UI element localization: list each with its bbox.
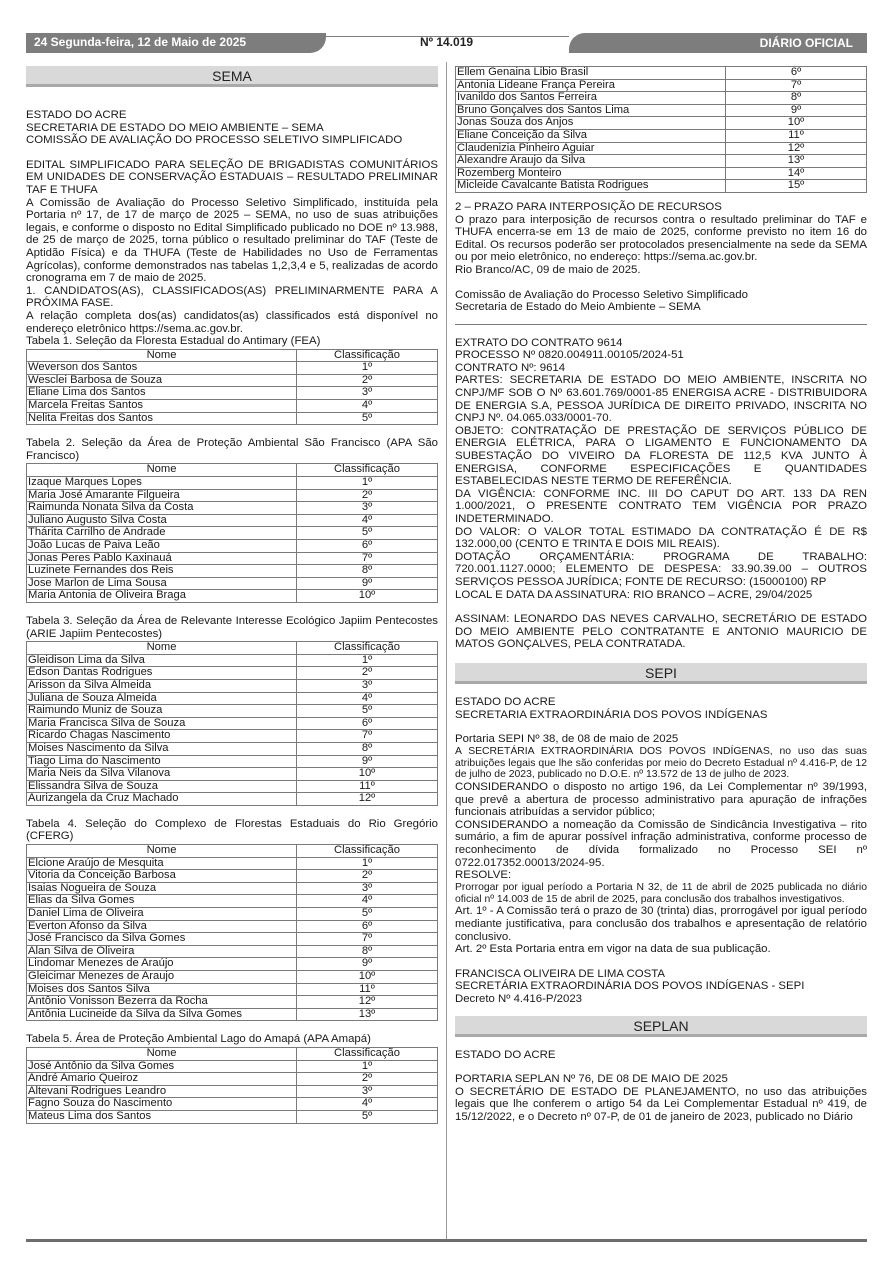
prazo-text: O prazo para interposição de recursos contra o resultado preliminar do TAF e THUFA encerra-se em 13 de maio de 2025, conforme previsto no item 16 do Edital. Os recursos poderão ser protocolados presencialmente na sede da SEMA ou por meio eletrônico, no endereço: https://sema.ac.gov.br.: [455, 213, 867, 264]
candidate-name: Wesclei Barbosa de Souza: [27, 374, 297, 387]
separator-rule: [455, 324, 867, 325]
sepi-paragraph-4: Prorrogar por igual período a Portaria N 32, de 11 de abril de 2025 publicada no diário oficial nº 14.003 de 15 de abril de 2025, para conclusão dos trabalhos investigativos.: [455, 881, 867, 905]
seplan-portaria-title: PORTARIA SEPLAN Nº 76, DE 08 DE MAIO DE 2025: [455, 1073, 728, 1086]
candidate-rank: 8º: [297, 945, 438, 958]
candidate-name: Jose Marlon de Lima Sousa: [27, 577, 297, 590]
table-row: [27, 577, 438, 590]
candidate-rank: 9º: [726, 104, 867, 117]
candidate-rank: 8º: [297, 565, 438, 578]
candidate-rank: 4º: [297, 400, 438, 413]
header-issue-number: Nº 14.019: [419, 35, 474, 49]
candidate-rank: 3º: [297, 387, 438, 400]
table-row: [27, 768, 438, 781]
candidate-name: Maria Francisca Silva de Souza: [27, 717, 297, 730]
candidate-rank: 11º: [297, 780, 438, 793]
sepi-signer-decree: Decreto Nº 4.416-P/2023: [455, 993, 582, 1006]
table-row: [27, 1008, 438, 1021]
candidate-rank: 7º: [297, 933, 438, 946]
candidate-name: José Francisco da Silva Gomes: [27, 933, 297, 946]
classification-table: [26, 844, 438, 1021]
candidate-rank: 1º: [297, 362, 438, 375]
candidate-rank: 5º: [297, 1110, 438, 1123]
table-caption: Tabela 3. Seleção da Área de Relevante Interesse Ecológico Japiim Pentecostes (ARIE Japiim Pentecostes): [26, 614, 438, 640]
table-row: [27, 477, 438, 490]
table-row: [27, 742, 438, 755]
column-header-name: Nome: [27, 464, 297, 477]
candidate-rank: 10º: [726, 117, 867, 130]
signature-secretariat: Secretaria de Estado do Meio Ambiente – SEMA: [455, 301, 701, 314]
table-header-row: [27, 1047, 438, 1060]
candidate-rank: 2º: [297, 1073, 438, 1086]
extrato-processo: PROCESSO Nº 0820.004911.00105/2024-51: [455, 349, 684, 362]
table-row: [27, 514, 438, 527]
table-row: [27, 755, 438, 768]
seplan-org-state: ESTADO DO ACRE: [455, 1048, 556, 1061]
edital-title: EDITAL SIMPLIFICADO PARA SELEÇÃO DE BRIGADISTAS COMUNITÁRIOS EM UNIDADES DE CONSERVAÇÃO ESTADUAIS – RESULTADO PRELIMINAR TAF E THUFA: [26, 158, 438, 196]
candidate-name: Everton Afonso da Silva: [27, 920, 297, 933]
candidate-name: Fagno Souza do Nascimento: [27, 1098, 297, 1111]
candidate-name: Jonas Souza dos Anjos: [456, 117, 726, 130]
candidate-rank: 11º: [726, 129, 867, 142]
candidate-name: Thárita Carrilho de Andrade: [27, 527, 297, 540]
candidate-rank: 5º: [297, 527, 438, 540]
footer-rule: [26, 1239, 867, 1242]
column-header-classification: Classificação: [297, 1047, 438, 1060]
extrato-partes: PARTES: SECRETARIA DE ESTADO DO MEIO AMBIENTE, INSCRITA NO CNPJ/MF SOB O Nº 63.601.769/0001-85 ENERGISA ACRE - DISTRIBUIDORA DE ENERGIA S.A, PESSOA JURÍDICA DE DIREITO PRIVADO, INSCRITA NO CNPJ Nº. 04.065.033/0001-70.: [455, 374, 867, 425]
table-row: [27, 552, 438, 565]
table-row: [27, 1060, 438, 1073]
candidate-name: Alan Silva de Oliveira: [27, 945, 297, 958]
candidate-name: Elcione Araújo de Mesquita: [27, 857, 297, 870]
candidate-name: Alexandre Araujo da Silva: [456, 155, 726, 168]
table-row: [456, 155, 867, 168]
table-row: [27, 692, 438, 705]
candidate-rank: 7º: [297, 730, 438, 743]
table-row: [456, 67, 867, 80]
sepi-org-secretariat: SECRETARIA EXTRAORDINÁRIA DOS POVOS INDÍGENAS: [455, 708, 768, 721]
candidate-name: Ellem Genaina Libio Brasil: [456, 67, 726, 80]
sepi-signer-name: FRANCISCA OLIVEIRA DE LIMA COSTA: [455, 967, 665, 980]
table-row: [27, 870, 438, 883]
table-row: [27, 502, 438, 515]
table-row: [27, 1073, 438, 1086]
candidate-name: Luzinete Fernandes dos Reis: [27, 565, 297, 578]
column-header-name: Nome: [27, 349, 297, 362]
candidate-rank: 6º: [726, 67, 867, 80]
candidate-rank: 4º: [297, 514, 438, 527]
candidate-name: Eliane Lima dos Santos: [27, 387, 297, 400]
sepi-resolve: RESOLVE:: [455, 869, 512, 882]
classification-table: [26, 463, 438, 603]
candidate-name: Raimundo Muniz de Souza: [27, 705, 297, 718]
table-row: [27, 1110, 438, 1123]
candidate-rank: 1º: [297, 1060, 438, 1073]
candidate-name: Gleicimar Menezes de Araujo: [27, 971, 297, 984]
candidate-name: Mateus Lima dos Santos: [27, 1110, 297, 1123]
table-row: [27, 882, 438, 895]
extrato-contrato: CONTRATO Nº: 9614: [455, 361, 566, 374]
candidate-name: Micleide Cavalcante Batista Rodrigues: [456, 180, 726, 193]
candidate-name: Raimunda Nonata Silva da Costa: [27, 502, 297, 515]
table-row: [27, 945, 438, 958]
candidate-rank: 10º: [297, 590, 438, 603]
signature-commission: Comissão de Avaliação do Processo Seletivo Simplificado: [455, 288, 748, 301]
candidate-rank: 8º: [297, 742, 438, 755]
candidate-name: Izaque Marques Lopes: [27, 477, 297, 490]
candidate-name: Eliane Conceição da Silva: [456, 129, 726, 142]
column-header-name: Nome: [27, 1047, 297, 1060]
classification-table: [26, 349, 438, 426]
candidate-name: Vitoria da Conceição Barbosa: [27, 870, 297, 883]
candidate-name: Weverson dos Santos: [27, 362, 297, 375]
table-row: [456, 167, 867, 180]
column-divider: [446, 62, 447, 1240]
table-row: [27, 540, 438, 553]
table-row: [456, 142, 867, 155]
candidate-rank: 12º: [726, 142, 867, 155]
candidate-rank: 2º: [297, 374, 438, 387]
candidate-rank: 2º: [297, 489, 438, 502]
candidate-name: Daniel Lima de Oliveira: [27, 908, 297, 921]
candidate-name: Ivanildo dos Santos Ferreira: [456, 92, 726, 105]
place-date: Rio Branco/AC, 09 de maio de 2025.: [455, 263, 641, 276]
candidate-rank: 3º: [297, 502, 438, 515]
candidate-rank: 7º: [297, 552, 438, 565]
table-row: [27, 590, 438, 603]
extrato-assinam: ASSINAM: LEONARDO DAS NEVES CARVALHO, SECRETÁRIO DE ESTADO DO MEIO AMBIENTE PELO CONTRATANTE E ANTONIO MAURICIO DE MATOS GONÇALVES, PELA CONTRATADA.: [455, 613, 867, 651]
candidate-name: Lindomar Menezes de Araújo: [27, 958, 297, 971]
org-secretariat: SECRETARIA DE ESTADO DO MEIO AMBIENTE – SEMA: [26, 121, 324, 134]
candidate-rank: 5º: [297, 705, 438, 718]
candidate-rank: 6º: [297, 540, 438, 553]
table-caption: Tabela 2. Seleção da Área de Proteção Ambiental São Francisco (APA São Francisco): [26, 437, 438, 462]
extrato-vigencia: DA VIGÊNCIA: CONFORME INC. III DO CAPUT DO ART. 133 DA REN 1.000/2021, O PRESENTE CONTRATO TEM VIGÊNCIA POR PRAZO INDETERMINADO.: [455, 487, 867, 525]
candidate-name: Antonia Lideane França Pereira: [456, 79, 726, 92]
sepi-paragraph-2: CONSIDERANDO o disposto no artigo 196, da Lei Complementar nº 39/1993, que prevê a abertura de processo administrativo para apuração de infrações funcionais atribuídas a servidor público;: [455, 781, 867, 819]
classification-table: [26, 641, 438, 806]
column-header-classification: Classificação: [297, 464, 438, 477]
org-commission: COMISSÃO DE AVALIAÇÃO DO PROCESSO SELETIVO SIMPLIFICADO: [26, 134, 403, 147]
candidate-rank: 4º: [297, 692, 438, 705]
column-header-name: Nome: [27, 642, 297, 655]
candidate-name: Arisson da Silva Almeida: [27, 679, 297, 692]
candidate-name: Juliano Augusto Silva Costa: [27, 514, 297, 527]
table-header-row: [27, 349, 438, 362]
table-row: [27, 857, 438, 870]
candidate-rank: 10º: [297, 971, 438, 984]
candidate-name: Claudenizia Pinheiro Aguiar: [456, 142, 726, 155]
candidate-name: Gleidison Lima da Silva: [27, 654, 297, 667]
column-header-classification: Classificação: [297, 349, 438, 362]
table-5-continuation: [455, 66, 867, 193]
table-row: [27, 527, 438, 540]
extrato-valor: DO VALOR: O VALOR TOTAL ESTIMADO DA CONTRATAÇÃO É DE R$ 132.000,00 (CENTO E TRINTA E DOIS MIL REAIS).: [455, 525, 867, 551]
candidate-rank: 1º: [297, 654, 438, 667]
candidate-rank: 9º: [297, 577, 438, 590]
candidate-name: Bruno Gonçalves dos Santos Lima: [456, 104, 726, 117]
prazo-title: 2 – PRAZO PARA INTERPOSIÇÃO DE RECURSOS: [455, 200, 722, 213]
item-1-text: A relação completa dos(as) candidatos(as) classificados está disponível no endereço eletrônico https://sema.ac.gov.br.: [26, 309, 438, 335]
table-row: [456, 104, 867, 117]
candidate-name: Nelita Freitas dos Santos: [27, 412, 297, 425]
sepi-portaria-title: Portaria SEPI Nº 38, de 08 de maio de 2025: [455, 733, 679, 746]
candidate-rank: 7º: [726, 79, 867, 92]
candidate-name: Ricardo Chagas Nascimento: [27, 730, 297, 743]
candidate-rank: 5º: [297, 908, 438, 921]
candidate-rank: 13º: [726, 155, 867, 168]
table-row: [27, 996, 438, 1009]
sepi-paragraph-1: A SECRETÁRIA EXTRAORDINÁRIA DOS POVOS INDÍGENAS, no uso das suas atribuições legais que lhe são conferidas por meio do Decreto Estadual nº 4.416-P, de 12 de julho de 2023, publicado no D.O.E. nº 13.572 de 13 de julho de 2023.: [455, 745, 867, 781]
sepi-signer-role: SECRETÁRIA EXTRAORDINÁRIA DOS POVOS INDÍGENAS - SEPI: [455, 980, 805, 993]
header-publication-name: DIÁRIO OFICIAL: [759, 36, 853, 50]
sepi-paragraph-3: CONSIDERANDO a nomeação da Comissão de Sindicância Investigativa – rito sumário, a fim de apurar possível infração administrativa, conforme processo de reconhecimento de dívida formalizado no Processo SEI nº 0722.017352.00013/2024-95.: [455, 818, 867, 869]
candidate-rank: 1º: [297, 477, 438, 490]
table-caption: Tabela 5. Área de Proteção Ambiental Lago do Amapá (APA Amapá): [26, 1033, 371, 1046]
candidate-name: Maria José Amarante Filgueira: [27, 489, 297, 502]
candidate-name: Antônio Vonisson Bezerra da Rocha: [27, 996, 297, 1009]
table-row: [27, 958, 438, 971]
candidate-name: Elias da Silva Gomes: [27, 895, 297, 908]
table-row: [27, 412, 438, 425]
candidate-rank: 1º: [297, 857, 438, 870]
table-row: [27, 983, 438, 996]
table-row: [456, 117, 867, 130]
page-header: [26, 33, 867, 53]
candidate-rank: 6º: [297, 920, 438, 933]
table-row: [27, 971, 438, 984]
candidate-rank: 2º: [297, 667, 438, 680]
table-row: [456, 79, 867, 92]
classification-table: [26, 1047, 438, 1124]
candidate-rank: 3º: [297, 882, 438, 895]
candidate-rank: 10º: [297, 768, 438, 781]
candidate-rank: 12º: [297, 793, 438, 806]
candidate-rank: 4º: [297, 1098, 438, 1111]
table-caption: Tabela 1. Seleção da Floresta Estadual do Antimary (FEA): [26, 335, 321, 348]
seplan-paragraph-1: O SECRETÁRIO DE ESTADO DE PLANEJAMENTO, no uso das atribuições legais que lhe conferem o artigo 54 da Lei Complementar Estadual nº 419, de 15/12/2022, e o Decreto nº 07-P, de 01 de janeiro de 2023, publicado no Diário: [455, 1085, 867, 1123]
extrato-objeto: OBJETO: CONTRATAÇÃO DE PRESTAÇÃO DE SERVIÇOS PÚBLICO DE ENERGIA ELÉTRICA, PARA O LIGAMENTO E FUNCIONAMENTO DA SUBESTAÇÃO DO VIVEIRO DA FLORESTA DE 112,5 KVA JUNTO À ENERGISA, CONFORME ESPECIFICAÇÕES E QUANTIDADES ESTABELECIDAS NESTE TERMO DE REFERÊNCIA.: [455, 424, 867, 488]
candidate-name: Moises Nascimento da Silva: [27, 742, 297, 755]
extrato-title: EXTRATO DO CONTRATO 9614: [455, 336, 623, 349]
candidate-name: Antônia Lucineide da Silva da Silva Gomes: [27, 1008, 297, 1021]
table-row: [27, 489, 438, 502]
table-row: [27, 895, 438, 908]
candidate-name: Aurizangela da Cruz Machado: [27, 793, 297, 806]
candidate-rank: 11º: [297, 983, 438, 996]
candidate-name: Rozemberg Monteiro: [456, 167, 726, 180]
candidate-name: Juliana de Souza Almeida: [27, 692, 297, 705]
table-row: [456, 180, 867, 193]
table-row: [27, 654, 438, 667]
sepi-org-state: ESTADO DO ACRE: [455, 695, 556, 708]
sepi-article-2: Art. 2º Esta Portaria entra em vigor na data de sua publicação.: [455, 943, 771, 956]
section-title-seplan: SEPLAN: [455, 1016, 867, 1037]
extrato-local: LOCAL E DATA DA ASSINATURA: RIO BRANCO – ACRE, 29/04/2025: [455, 588, 813, 601]
candidate-name: André Amario Queiroz: [27, 1073, 297, 1086]
candidate-rank: 9º: [297, 958, 438, 971]
table-row: [27, 908, 438, 921]
candidate-rank: 3º: [297, 679, 438, 692]
column-header-name: Nome: [27, 845, 297, 858]
candidate-name: João Lucas de Paiva Leão: [27, 540, 297, 553]
candidate-name: Jonas Peres Pablo Kaxinauá: [27, 552, 297, 565]
candidate-name: Altevani Rodrigues Leandro: [27, 1085, 297, 1098]
table-header-row: [27, 845, 438, 858]
extrato-dotacao: DOTAÇÃO ORÇAMENTÁRIA: PROGRAMA DE TRABALHO: 720.001.1127.0000; ELEMENTO DE DESPESA: 33.90.39.00 – OUTROS SERVIÇOS PESSOA JURÍDICA; FONTE DE RECURSO: (15000100) RP: [455, 550, 867, 588]
candidate-name: Maria Antonia de Oliveira Braga: [27, 590, 297, 603]
table-header-row: [27, 642, 438, 655]
candidate-rank: 3º: [297, 1085, 438, 1098]
table-row: [27, 1098, 438, 1111]
table-row: [27, 667, 438, 680]
candidate-rank: 6º: [297, 717, 438, 730]
candidate-name: Marcela Freitas Santos: [27, 400, 297, 413]
table-row: [27, 780, 438, 793]
sepi-article-1: Art. 1º - A Comissão terá o prazo de 30 (trinta) dias, prorrogável por igual período mediante justificativa, para conclusão dos trabalhos e apresentação de relatório conclusivo.: [455, 905, 867, 943]
candidate-name: Edson Dantas Rodrigues: [27, 667, 297, 680]
section-title-sepi: SEPI: [455, 663, 867, 684]
left-column: [26, 66, 438, 1124]
candidate-rank: 12º: [297, 996, 438, 1009]
table-row: [27, 679, 438, 692]
table-caption: Tabela 4. Seleção do Complexo de Florestas Estaduais do Rio Gregório (CFERG): [26, 817, 438, 843]
candidate-rank: 15º: [726, 180, 867, 193]
classification-tables: [26, 335, 438, 1123]
table-row: [27, 793, 438, 806]
candidate-name: Elissandra Silva de Souza: [27, 780, 297, 793]
candidate-rank: 2º: [297, 870, 438, 883]
section-title-sema: SEMA: [26, 66, 438, 87]
table-row: [27, 565, 438, 578]
table-row: [27, 705, 438, 718]
candidate-rank: 14º: [726, 167, 867, 180]
candidate-name: Tiago Lima do Nascimento: [27, 755, 297, 768]
table-row: [27, 374, 438, 387]
candidate-rank: 5º: [297, 412, 438, 425]
candidate-rank: 9º: [297, 755, 438, 768]
table-header-row: [27, 464, 438, 477]
table-row: [27, 933, 438, 946]
column-header-classification: Classificação: [297, 642, 438, 655]
table-row: [456, 129, 867, 142]
table-row: [27, 717, 438, 730]
candidate-name: Isaias Nogueira de Souza: [27, 882, 297, 895]
candidate-name: José Antônio da Silva Gomes: [27, 1060, 297, 1073]
right-column: [455, 66, 867, 1124]
table-row: [27, 362, 438, 375]
candidate-name: Maria Neis da Silva Vilanova: [27, 768, 297, 781]
candidate-rank: 8º: [726, 92, 867, 105]
header-page-date: 24 Segunda-feira, 12 de Maio de 2025: [34, 35, 247, 49]
candidate-rank: 4º: [297, 895, 438, 908]
candidate-rank: 13º: [297, 1008, 438, 1021]
table-row: [27, 920, 438, 933]
candidate-name: Moises dos Santos Silva: [27, 983, 297, 996]
table-row: [27, 730, 438, 743]
edital-intro: A Comissão de Avaliação do Processo Seletivo Simplificado, instituída pela Portaria nº 17, de 17 de março de 2025 – SEMA, no uso de suas atribuições legais, e conforme o disposto no Edital Simplificado publicado no DOE nº 13.988, de 25 de março de 2025, torna público o resultado preliminar do TAF (Teste de Aptidão Física) e da THUFA (Teste de Habilidades no Uso de Ferramentas Agrícolas), conforme demonstrados nas tabelas 1,2,3,4 e 5, realizadas de acordo cronograma em 7 de maio de 2025.: [26, 196, 438, 285]
table-row: [27, 1085, 438, 1098]
table-row: [27, 400, 438, 413]
item-1-title: 1. CANDIDATOS(AS), CLASSIFICADOS(AS) PRELIMINARMENTE PARA A PRÓXIMA FASE.: [26, 284, 438, 310]
org-state: ESTADO DO ACRE: [26, 109, 127, 121]
table-row: [27, 387, 438, 400]
table-row: [456, 92, 867, 105]
column-header-classification: Classificação: [297, 845, 438, 858]
